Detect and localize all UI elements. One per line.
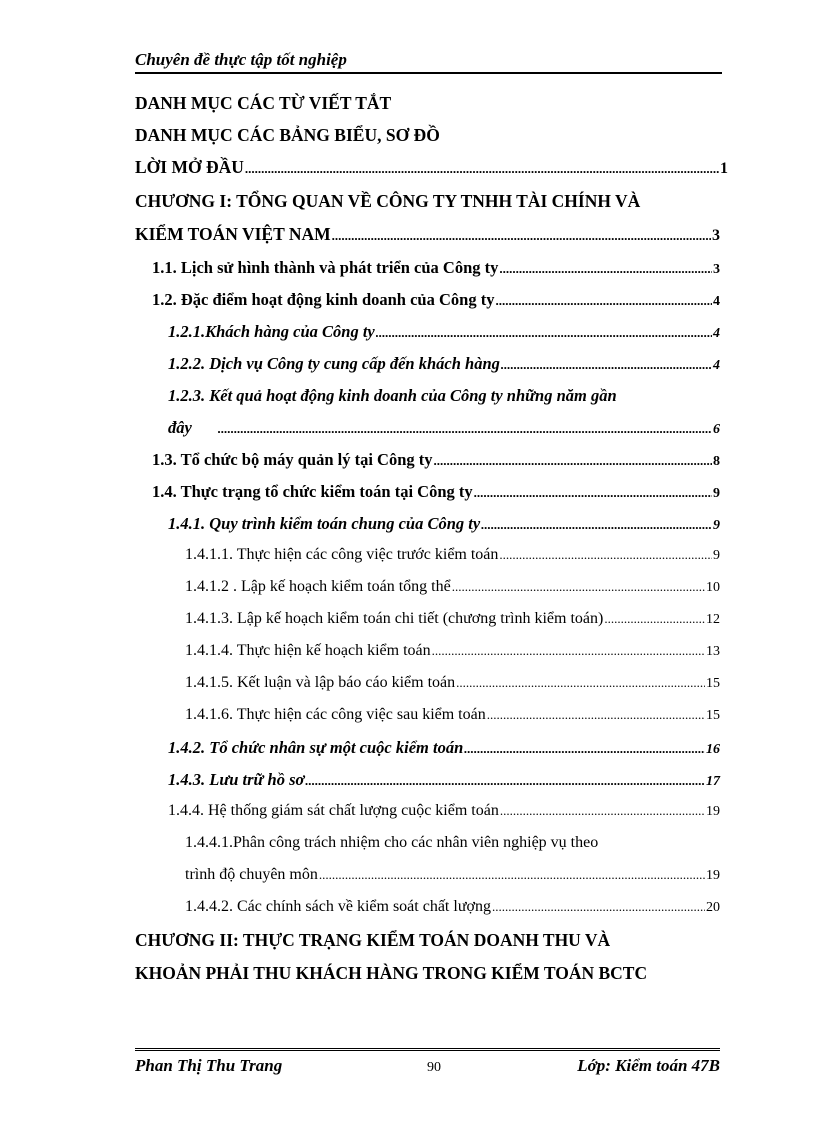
page-footer (135, 1048, 720, 1081)
toc-leader-dots (218, 421, 712, 437)
toc-page-number: 15 (706, 708, 720, 723)
toc-entry-text: 1.2.2. Dịch vụ Công ty cung cấp đến khách hàng (168, 354, 500, 373)
toc-entry-text: 1.4.1. Quy trình kiểm toán chung của Công ty (168, 514, 481, 533)
toc-entry-text: 1.2.1.Khách hàng của Công ty (168, 322, 375, 341)
toc-page-number: 1 (720, 160, 728, 177)
toc-entry[interactable] (135, 738, 720, 768)
footer-page-number: 90 (427, 1060, 441, 1075)
toc-leader-dots (499, 261, 712, 277)
toc-leader-dots (604, 611, 705, 627)
toc-entry[interactable] (135, 322, 720, 352)
toc-entry-text: 1.2. Đặc điểm hoạt động kinh doanh của Công ty (152, 290, 495, 309)
toc-page-number: 9 (713, 548, 720, 563)
toc-page-number: 13 (706, 644, 720, 659)
toc-leader-dots (492, 899, 705, 915)
toc-leader-dots (495, 293, 712, 309)
toc-entry[interactable] (135, 482, 720, 512)
toc-entry-text-line1: CHƯƠNG I: TỔNG QUAN VỀ CÔNG TY TNHH TÀI CHÍNH VÀ (135, 191, 641, 211)
toc-entry-text: đây (168, 418, 192, 437)
toc-entry[interactable] (135, 386, 720, 437)
toc-page-number: 4 (713, 294, 720, 309)
toc-entry-text: 1.4.1.2 . Lập kế hoạch kiểm toán tổng thể (185, 578, 451, 595)
toc-page-number: 3 (713, 262, 720, 277)
toc-entry[interactable] (135, 157, 728, 187)
toc-leader-dots (432, 643, 705, 659)
toc-leader-dots (481, 517, 712, 533)
toc-heading-abbreviations (135, 93, 720, 123)
toc-entry[interactable] (135, 802, 720, 832)
toc-leader-dots (487, 707, 705, 723)
toc-page-number: 4 (713, 358, 720, 373)
toc-entry[interactable] (135, 546, 720, 576)
toc-entry-text: 1.4.4.2. Các chính sách về kiểm soát chất lượng (185, 898, 491, 915)
toc-entry[interactable] (135, 290, 720, 320)
toc-page-number: 15 (706, 676, 720, 691)
toc-entry[interactable] (135, 770, 720, 800)
toc-entry-text: 1.4.1.6. Thực hiện các công việc sau kiểm toán (185, 706, 486, 723)
toc-leader-dots (452, 579, 705, 595)
toc-entry-text: 1.4. Thực trạng tổ chức kiểm toán tại Công ty (152, 482, 473, 501)
toc-entry[interactable] (135, 514, 720, 544)
toc-entry-text: 1.4.1.4. Thực hiện kế hoạch kiểm toán (185, 642, 431, 659)
footer-class-label: Lớp: Kiểm toán 47B (577, 1056, 720, 1075)
toc-entry-text: 1.4.2. Tổ chức nhân sự một cuộc kiểm toán (168, 738, 464, 757)
toc-entry-text-line1: 1.2.3. Kết quả hoạt động kinh doanh của Công ty những năm gần (168, 386, 617, 405)
toc-leader-dots (500, 803, 705, 819)
toc-leader-dots (245, 161, 719, 177)
toc-entry[interactable] (135, 450, 720, 480)
toc-page-number: 9 (713, 518, 720, 533)
toc-page-number: 4 (713, 326, 720, 341)
toc-page-number: 19 (706, 868, 720, 883)
toc-entry-text: 1.4.3. Lưu trữ hồ sơ (168, 770, 305, 789)
toc-entry[interactable] (135, 354, 720, 384)
toc-entry[interactable] (135, 191, 720, 244)
toc-entry-text-line1: CHƯƠNG II: THỰC TRẠNG KIỂM TOÁN DOANH THU VÀ (135, 930, 611, 950)
toc-entry-text: DANH MỤC CÁC TỪ VIẾT TẮT (135, 93, 392, 113)
toc-entry[interactable] (135, 706, 720, 736)
toc-entry[interactable] (135, 674, 720, 704)
toc-leader-dots (434, 453, 712, 469)
toc-page-number: 12 (706, 612, 720, 627)
toc-leader-dots (332, 228, 711, 244)
toc-page-number: 19 (706, 804, 720, 819)
toc-page-number: 20 (706, 900, 720, 915)
toc-leader-dots (376, 325, 712, 341)
page-header (135, 50, 722, 74)
toc-entry-text: DANH MỤC CÁC BẢNG BIỂU, SƠ ĐỒ (135, 125, 440, 145)
toc-entry[interactable] (135, 642, 720, 672)
toc-heading-tables (135, 125, 720, 155)
toc-entry-text: KIỂM TOÁN VIỆT NAM (135, 224, 331, 244)
toc-page-number: 8 (713, 454, 720, 469)
toc-entry[interactable] (135, 258, 720, 288)
toc-leader-dots (319, 867, 705, 883)
toc-leader-dots (501, 357, 712, 373)
toc-page-number: 10 (706, 580, 720, 595)
toc-entry-text: 1.1. Lịch sử hình thành và phát triển của Công ty (152, 258, 499, 277)
toc-entry-text: 1.3. Tổ chức bộ máy quản lý tại Công ty (152, 450, 433, 469)
toc-entry-text: 1.4.1.1. Thực hiện các công việc trước kiểm toán (185, 546, 499, 563)
footer-author: Phan Thị Thu Trang (135, 1056, 283, 1075)
toc-entry-text: 1.4.1.5. Kết luận và lập báo cáo kiểm toán (185, 674, 456, 691)
toc-entry-text: trình độ chuyên môn (185, 866, 318, 883)
toc-entry[interactable] (135, 610, 720, 640)
toc-entry[interactable] (135, 834, 720, 883)
toc-entry[interactable] (135, 578, 720, 608)
header-title: Chuyên đề thực tập tốt nghiệp (135, 50, 347, 69)
toc-entry-text: LỜI MỞ ĐẦU (135, 157, 244, 177)
toc-page-number: 6 (713, 422, 720, 437)
toc-leader-dots (464, 741, 705, 757)
toc-entry[interactable] (135, 898, 720, 928)
toc-entry-text-line2: KHOẢN PHẢI THU KHÁCH HÀNG TRONG KIỂM TOÁN BCTC (135, 963, 648, 983)
toc-page-number: 9 (713, 486, 720, 501)
toc-entry-text: 1.4.1.3. Lập kế hoạch kiểm toán chi tiết (chương trình kiểm toán) (185, 610, 604, 627)
toc-entry-text-line1: 1.4.4.1.Phân công trách nhiệm cho các nhân viên nghiệp vụ theo (185, 834, 599, 851)
toc-entry[interactable] (135, 930, 720, 983)
toc-page-number: 16 (706, 742, 720, 757)
toc-page-number: 3 (712, 227, 720, 244)
toc-page-number: 17 (706, 774, 720, 789)
toc-leader-dots (474, 485, 712, 501)
toc-leader-dots (305, 773, 705, 789)
toc-entry-text: 1.4.4. Hệ thống giám sát chất lượng cuộc kiểm toán (168, 802, 499, 819)
toc-leader-dots (456, 675, 705, 691)
toc-leader-dots (499, 547, 712, 563)
